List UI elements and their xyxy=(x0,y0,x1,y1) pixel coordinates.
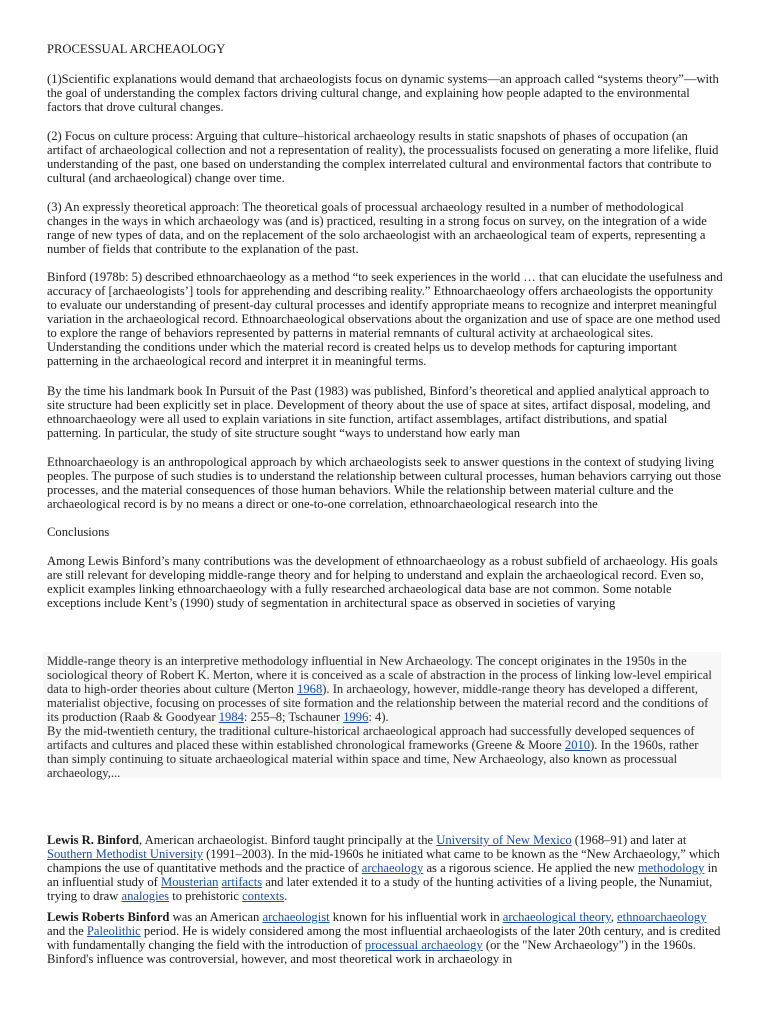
middle-range-excerpt xyxy=(43,652,721,778)
link-archaeological-theory[interactable]: archaeological theory xyxy=(502,910,611,924)
bio-full-name: Lewis Roberts Binford xyxy=(47,910,170,924)
link-analogies[interactable]: analogies xyxy=(121,889,170,903)
paragraph-theoretical-approach: (3) An expressly theoretical approach: The theoretical goals of processual archaeology resulted in a number of methodological changes in the ways in which archaeology was (and is) practiced, resulting in a strong focus on survey, on the integration of a wide range of new types of data, and on the replacement of the solo archaeologist with an archaeological team of experts, representing a number of fields that contribute to the explanation of the past. xyxy=(47,200,707,256)
link-processual-archaeology[interactable]: processual archaeology xyxy=(364,938,483,952)
link-southern-methodist-university[interactable]: Southern Methodist University xyxy=(47,847,204,861)
paragraph-culture-process: (2) Focus on culture process: Arguing that culture–historical archaeology results in static snapshots of phases of occupation (an artifact of archaeological collection and not a representation of reality), the processualists focused on generating a more lifelike, fluid understanding of the past, one based on understanding the complex interrelated cultural and environmental factors that contribute to cultural (and archaeological) change over time. xyxy=(47,129,719,185)
citation-link-2010[interactable]: 2010 xyxy=(564,738,591,752)
link-archaeologist[interactable]: archaeologist xyxy=(262,910,330,924)
link-methodology[interactable]: methodology xyxy=(638,861,705,875)
link-mousterian[interactable]: Mousterian xyxy=(161,875,219,889)
excerpt-middle-range-paragraph: Middle-range theory is an interpretive methodology influential in New Archaeology. The concept originates in the 1950s in the sociological theory of Robert K. Merton, where it is conceived as a scale of abstraction in the process of linking low-level empirical data to high-order theories about culture (Merton 1968). In archaeology, however, middle-range theory has developed a different, materialist objective, focusing on processes of site formation and the relationship between the material record and the conditions of its production (Raab & Goodyear 1984: 255–8; Tschauner 1996: 4). xyxy=(47,654,712,724)
link-archaeology[interactable]: archaeology xyxy=(361,861,424,875)
paragraph-systems-theory: (1)Scientific explanations would demand that archaeologists focus on dynamic systems—an approach called “systems theory”—with the goal of understanding the complex factors driving cultural change, and explaining how people adapted to the environmental factors that drove cultural changes. xyxy=(47,72,719,114)
paragraph-binford-ethnoarchaeology: Binford (1978b: 5) described ethnoarchaeology as a method “to seek experiences in the world … that can elucidate the usefulness and accuracy of [archaeologists’] tools for apprehending and describing reality.” Ethnoarchaeology offers archaeologists the opportunity to evaluate our understanding of present-day cultural processes and identify appropriate means to recognize and interpret meaningful variation in the archaeological record. Ethnoarchaeological observations about the organization and use of space are one method used to explore the range of behaviors represented by patterns in material remnants of cultural activity at archaeological sites. Understanding the conditions under which the material record is created helps us to develop methods for capturing important patterning in the archaeological record and interpret it in meaningful terms. xyxy=(47,270,723,368)
link-contexts[interactable]: contexts xyxy=(242,889,285,903)
link-paleolithic[interactable]: Paleolithic xyxy=(86,924,141,938)
page-title: PROCESSUAL ARCHEAOLOGY xyxy=(47,42,226,56)
excerpt-new-archaeology-paragraph: By the mid-twentieth century, the traditional culture-historical archaeological approach had successfully developed sequences of artifacts and cultures and placed these within established chronological frameworks (Greene & Moore 2010). In the 1960s, rather than simply continuing to situate archaeological material within space and time, New Archaeology, also known as processual archaeology,... xyxy=(47,724,699,780)
citation-link-1996[interactable]: 1996 xyxy=(343,710,369,724)
citation-link-1984[interactable]: 1984 xyxy=(218,710,244,724)
conclusions-heading: Conclusions xyxy=(47,525,110,539)
binford-bio-paragraph: Lewis R. Binford, American archaeologist. Binford taught principally at the University of New Mexico (1968–91) and later at Southern Methodist University (1991–2003). In the mid-1960s he initiated what came to be known as the “New Archaeology,” which champions the use of quantitative methods and the practice of archaeology as a rigorous science. He applied the new methodology in an influential study of Mousterian artifacts and later extended it to a study of the hunting activities of a living people, the Nunamiut, trying to draw analogies to prehistoric contexts. xyxy=(47,833,720,903)
link-university-of-new-mexico[interactable]: University of New Mexico xyxy=(436,833,572,847)
paragraph-in-pursuit-of-the-past: By the time his landmark book In Pursuit of the Past (1983) was published, Binford’s theoretical and applied analytical approach to site structure had been explicitly set in place. Development of theory about the use of space at sites, artifact disposal, modeling, and ethnoarchaeology were all used to explain variations in site function, artifact assemblages, artifact distributions, and spatial patterning. In particular, the study of site structure sought “ways to understand how early man xyxy=(47,384,711,440)
paragraph-ethnoarchaeology-definition: Ethnoarchaeology is an anthropological approach by which archaeologists seek to answer questions in the context of studying living peoples. The purpose of such studies is to understand the relationship between cultural processes, human behaviors carrying out those processes, and the material consequences of those human behaviors. While the relationship between material culture and the archaeological record is by no means a direct or one-to-one correlation, ethnoarchaeological research into the xyxy=(47,455,722,511)
binford-wiki-paragraph: Lewis Roberts Binford was an American archaeologist known for his influential work in archaeological theory, ethnoarchaeology and the Paleolithic period. He is widely considered among the most influential archaeologists of the later 20th century, and is credited with fundamentally changing the field with the introduction of processual archaeology (or the "New Archaeology") in the 1960s. Binford's influence was controversial, however, and most theoretical work in archaeology in xyxy=(47,910,721,966)
link-artifacts[interactable]: artifacts xyxy=(221,875,263,889)
paragraph-conclusions: Among Lewis Binford’s many contributions was the development of ethnoarchaeology as a robust subfield of archaeology. His goals are still relevant for developing middle-range theory and for helping to understand and explain the archaeological record. Even so, explicit examples linking ethnoarchaeology with a fully researched archaeological data base are not common. Some notable exceptions include Kent’s (1990) study of segmentation in architectural space as observed in societies of varying xyxy=(47,554,718,610)
bio-name: Lewis R. Binford xyxy=(47,833,140,847)
citation-link-1968[interactable]: 1968 xyxy=(297,682,323,696)
link-ethnoarchaeology[interactable]: ethnoarchaeology xyxy=(616,910,707,924)
